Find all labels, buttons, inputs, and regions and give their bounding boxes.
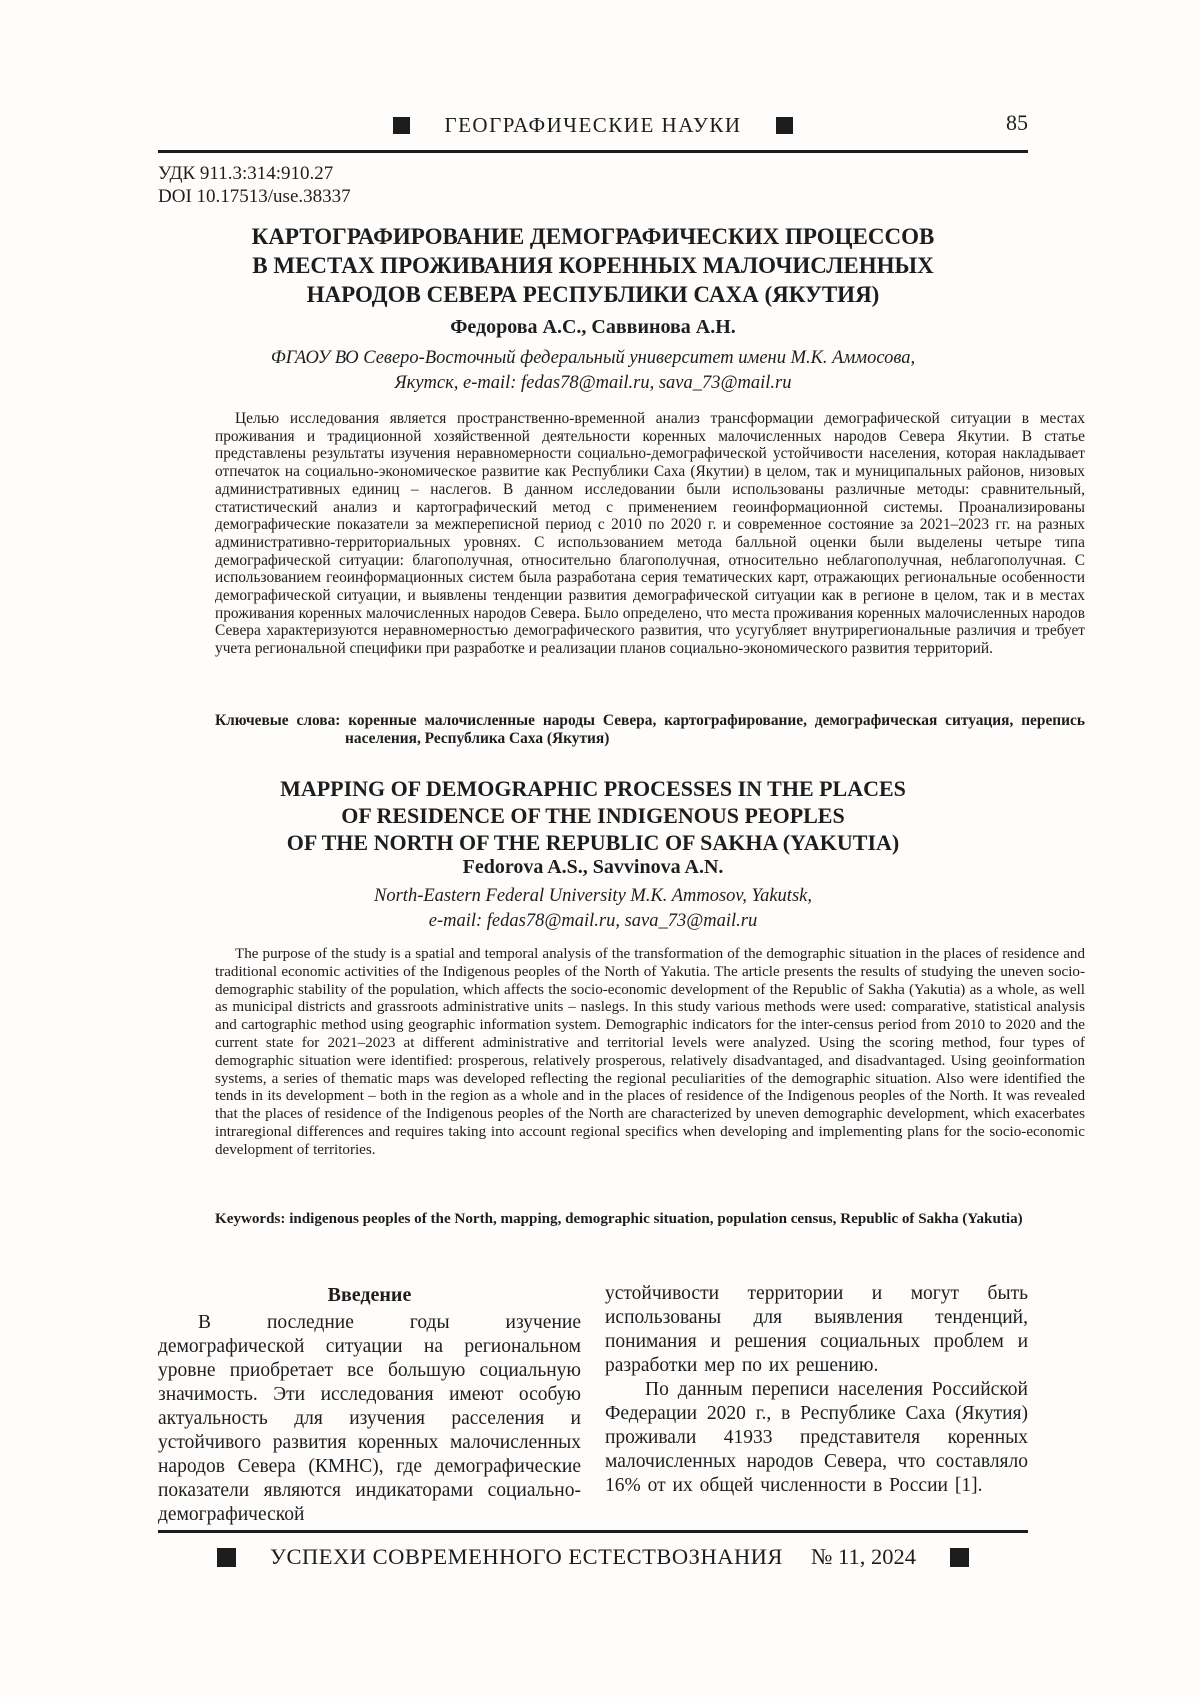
body-columns xyxy=(158,1282,1028,1527)
abstract-ru xyxy=(158,410,1103,658)
page-number: 85 xyxy=(1006,110,1028,135)
title-en-line-2: OF RESIDENCE OF THE INDIGENOUS PEOPLES xyxy=(341,803,845,828)
article-meta xyxy=(158,162,1028,208)
footer-group xyxy=(158,1542,1028,1572)
article-title-ru xyxy=(158,222,1028,309)
footer-marker-right-icon xyxy=(950,1548,969,1567)
affiliation-ru xyxy=(158,346,1028,396)
title-en-line-3: OF THE NORTH OF THE REPUBLIC OF SAKHA (YAKUTIA) xyxy=(286,830,900,855)
title-ru-line-1: КАРТОГРАФИРОВАНИЕ ДЕМОГРАФИЧЕСКИХ ПРОЦЕССОВ xyxy=(251,224,935,249)
title-en-line-1: MAPPING OF DEMOGRAPHIC PROCESSES IN THE PLACES xyxy=(280,776,906,801)
udc-code: УДК 911.3:314:910.27 xyxy=(158,163,334,184)
journal-title: УСПЕХИ СОВРЕМЕННОГО ЕСТЕСТВОЗНАНИЯ xyxy=(270,1544,783,1569)
body-column-left xyxy=(158,1282,581,1527)
section-marker-right-icon xyxy=(776,117,793,134)
running-head-row xyxy=(158,110,1028,140)
affiliation-en-line-1: North-Eastern Federal University M.K. Ammosov, Yakutsk, xyxy=(374,886,812,906)
header-rule xyxy=(158,150,1028,153)
intro-paragraph-right-2: По данным переписи населения Российской Федерации 2020 г., в Республике Саха (Якутия) проживали 41933 представителя коренных малочисленных народов Севера, что составляло 16% от их общей численности в России [1]. xyxy=(605,1379,1028,1496)
intro-paragraph-left: В последние годы изучение демографической ситуации на региональном уровне приобретает все большую социальную значимость. Эти исследования имеют особую актуальность для изучения расселения и устойчивого развития коренных малочисленных народов Севера (КМНС), где демографические показатели являются индикаторами социально-демографической xyxy=(158,1312,581,1525)
title-ru-line-3: НАРОДОВ СЕВЕРА РЕСПУБЛИКИ САХА (ЯКУТИЯ) xyxy=(306,282,880,307)
authors-en: Fedorova A.S., Savvinova A.N. xyxy=(462,856,724,878)
affiliation-en xyxy=(158,884,1028,934)
affiliation-ru-line-1: ФГАОУ ВО Северо-Восточный федеральный университет имени М.К. Аммосова, xyxy=(270,348,916,368)
doi-code: DOI 10.17513/use.38337 xyxy=(158,186,351,207)
affiliation-ru-line-2: Якутск, e-mail: fedas78@mail.ru, sava_73@mail.ru xyxy=(394,373,792,393)
running-head-group xyxy=(158,110,1028,140)
footer-rule xyxy=(158,1530,1028,1533)
footer-marker-left-icon xyxy=(217,1548,236,1567)
title-ru-line-2: В МЕСТАХ ПРОЖИВАНИЯ КОРЕННЫХ МАЛОЧИСЛЕННЫХ xyxy=(252,253,934,278)
abstract-ru-text: Целью исследования является пространственно-временной анализ трансформации демографической ситуации в местах проживания и традиционной хозяйственной деятельности коренных малочисленных народов Севера Якутии. В статье представлены результаты изучения неравномерности социально-демографической устойчивости населения, которая накладывает отпечаток на социально-экономическое развитие как Республики Саха (Якутии) в целом, так и муниципальных районов, низовых административных единиц – наслегов. В данном исследовании были использованы различные методы: сравнительный, статистический анализ и картографический метод с применением геоинформационной системы. Проанализированы демографические показатели за межпереписной период с 2010 по 2020 г. и современное состояние за 2021–2023 гг. на разных административно-территориальных уровнях. С использованием метода балльной оценки были выделены четыре типа демографической ситуации: благополучная, относительно благополучная, относительно неблагополучная, неблагополучная. С использованием геоинформационных систем была разработана серия тематических карт, отражающих региональные особенности демографической ситуации, и выявлены тенденции развития демографической ситуации как в регионе в целом, так и в местах проживания коренных малочисленных народов Севера. Было определено, что места проживания коренных малочисленных народов Севера характеризуются неравномерностью демографического развития, что усугубляет внутрирегиональные различия и требует учета региональной специфики при разработке и реализации планов социально-экономического развития территорий. xyxy=(215,410,1085,658)
introduction-heading: Введение xyxy=(327,1284,412,1306)
journal-issue: № 11, 2024 xyxy=(810,1544,916,1569)
body-column-right xyxy=(605,1282,1028,1527)
affiliation-en-line-2: e-mail: fedas78@mail.ru, sava_73@mail.ru xyxy=(428,911,758,931)
footer-row xyxy=(158,1542,1028,1572)
section-title: ГЕОГРАФИЧЕСКИЕ НАУКИ xyxy=(444,112,742,137)
keywords-ru xyxy=(158,712,1103,748)
authors-ru: Федорова А.С., Саввинова А.Н. xyxy=(450,316,736,338)
keywords-en-text: Keywords: indigenous peoples of the North, mapping, demographic situation, population census, Republic of Sakha (Yakutia) xyxy=(215,1211,1023,1227)
article-title-en xyxy=(158,775,1028,856)
abstract-en-text: The purpose of the study is a spatial and temporal analysis of the transformation of the demographic situation in the places of residence and traditional economic activities of the Indigenous peoples of the North of Yakutia. The article presents the results of studying the uneven socio-demographic stability of the population, which affects the socio-economic development of the Republic of Sakha (Yakutia) as a whole, as well as municipal districts and grassroots administrative units – naslegs. In this study various methods were used: comparative, statistical analysis and cartographic method using geographic information system. Demographic indicators for the inter-census period from 2010 to 2020 and the current state for 2021–2023 at different administrative and territorial levels were analyzed. Using the scoring method, four types of demographic situation were identified: prosperous, relatively prosperous, relatively disadvantaged, and disadvantaged. Using geoinformation systems, a series of thematic maps was developed reflecting the regional peculiarities of the demographic situation. Also were identified the tends in its development – both in the region as a whole and in the places of residence of the Indigenous peoples of the North. It was revealed that the places of residence of the Indigenous peoples of the North are characterized by uneven demographic development, which exacerbates intraregional differences and requires taking into account regional specifics when developing and implementing plans for the socio-economic development of territories. xyxy=(215,946,1085,1158)
keywords-ru-text: Ключевые слова: коренные малочисленные народы Севера, картографирование, демографическая ситуация, перепись населения, Республика Саха (Якутия) xyxy=(215,712,1085,747)
section-marker-left-icon xyxy=(393,117,410,134)
keywords-en xyxy=(158,1210,1103,1228)
abstract-en xyxy=(158,946,1103,1160)
intro-paragraph-right-1: устойчивости территории и могут быть использованы для выявления тенденций, понимания и решения социальных проблем и разработки мер по их решению. xyxy=(605,1283,1028,1376)
